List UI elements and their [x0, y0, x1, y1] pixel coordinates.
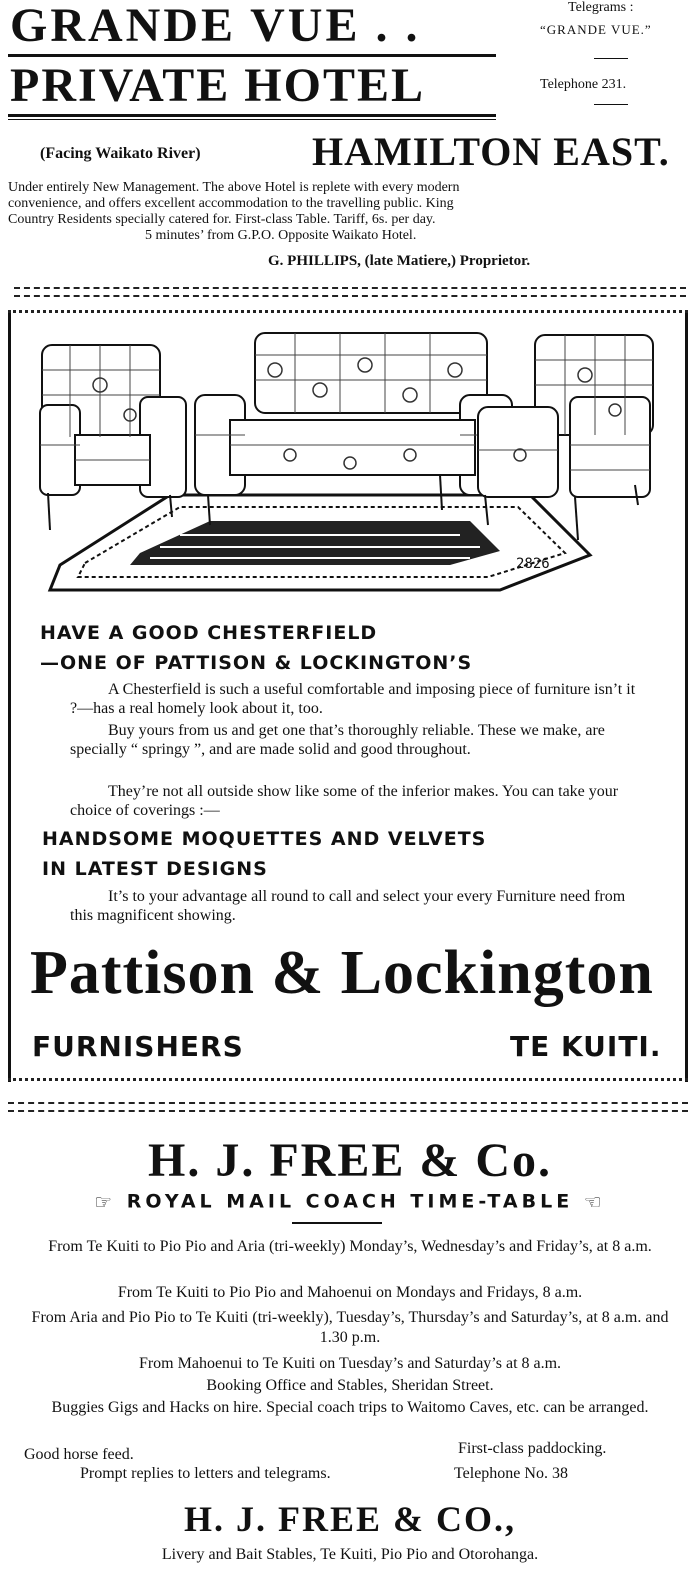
catalog-number: 2826: [516, 556, 550, 572]
schedule-line: From Te Kuiti to Pio Pio and Mahoenui on Mondays and Fridays, 8 a.m.: [117, 1284, 583, 1301]
ad-paragraph: It’s to your advantage all round to call and select your every Furniture need from this magnificent showing.: [70, 888, 626, 924]
ad-paragraph: They’re not all outside show like some of the inferior makes. You can take your choice of coverings :—: [70, 783, 619, 819]
title-divider: [8, 119, 496, 120]
description-line: convenience, and offers excellent accommodation to the travelling public. King: [8, 196, 454, 211]
hire-notice: Buggies Gigs and Hacks on hire. Special coach trips to Waitomo Caves, etc. can be arranged.: [51, 1399, 649, 1416]
short-divider: [594, 104, 628, 105]
description-line: 5 minutes’ from G.P.O. Opposite Waikato Hotel.: [145, 228, 417, 243]
ad-paragraph: Buy yours from us and get one that’s thoroughly reliable. These we make, are specially “ springy ”, and are made solid and good throughout.: [70, 722, 605, 758]
section-divider: [8, 1102, 688, 1112]
coach-telephone: Telephone No. 38: [454, 1465, 568, 1482]
stables-locations: Livery and Bait Stables, Te Kuiti, Pio Pio and Otorohanga.: [161, 1546, 539, 1563]
short-divider: [594, 58, 628, 59]
schedule-line: From Aria and Pio Pio to Te Kuiti (tri-weekly), Tuesday’s, Thursday’s and Saturday’s, at 8 a.m. and 1.30 p.m.: [31, 1309, 669, 1346]
pointing-hand-icon: ☜: [583, 1190, 606, 1214]
hotel-telephone: Telephone 231.: [540, 77, 627, 92]
title-divider: [8, 54, 496, 57]
frame-top-border: [8, 310, 688, 313]
furniture-headline: HAVE A GOOD CHESTERFIELD: [40, 622, 378, 644]
prompt-replies-note: Prompt replies to letters and telegrams.: [80, 1465, 331, 1482]
timetable-title: [0, 1190, 700, 1214]
hotel-name-line-1: GRANDE VUE . .: [10, 0, 421, 52]
paddocking-note: First-class paddocking.: [458, 1440, 607, 1457]
section-divider: [14, 287, 686, 297]
coach-company-footer-title: H. J. FREE & CO.,: [183, 1499, 516, 1539]
telegrams-label: Telegrams :: [568, 0, 634, 15]
telegrams-address: “GRANDE VUE.”: [540, 22, 652, 37]
hotel-description: [8, 180, 690, 244]
coach-company-title: H. J. FREE & Co.: [148, 1134, 552, 1187]
schedule-line: From Mahoenui to Te Kuiti on Tuesday’s and Saturday’s at 8 a.m.: [138, 1355, 562, 1372]
timetable-title-text: ROYAL MAIL COACH TIME-TABLE: [126, 1190, 574, 1213]
hotel-name-line-2: PRIVATE HOTEL: [10, 59, 425, 112]
booking-office: Booking Office and Stables, Sheridan Street.: [206, 1377, 494, 1394]
schedule-line: From Te Kuiti to Pio Pio and Aria (tri-weekly) Monday’s, Wednesday’s and Friday’s, at 8 a.m.: [48, 1238, 652, 1255]
title-divider: [8, 114, 496, 117]
description-line: Under entirely New Management. The above Hotel is replete with every modern: [8, 180, 460, 195]
furniture-headline: HANDSOME MOQUETTES AND VELVETS: [42, 828, 487, 850]
description-line: Country Residents specially catered for. First-class Table. Tariff, 6s. per day.: [8, 212, 436, 227]
hotel-proprietor: G. PHILLIPS, (late Matiere,) Proprietor.: [268, 253, 531, 269]
frame-bottom-border: [8, 1078, 688, 1081]
brand-name: Pattison & Lockington: [30, 939, 654, 1007]
shop-location: TE KUITI.: [510, 1030, 662, 1063]
horse-feed-note: Good horse feed.: [24, 1446, 134, 1463]
pointing-hand-icon: ☞: [94, 1190, 117, 1214]
trade-label: FURNISHERS: [32, 1030, 244, 1063]
hotel-town: HAMILTON EAST.: [312, 129, 670, 174]
ad-paragraph: A Chesterfield is such a useful comfortable and imposing piece of furniture isn’t it ?—has a real homely look about it, too.: [70, 681, 636, 717]
chesterfield-suite-illustration: [30, 325, 660, 605]
short-divider: [292, 1222, 382, 1224]
furniture-headline: —ONE OF PATTISON & LOCKINGTON’S: [40, 652, 473, 674]
hotel-location-note: (Facing Waikato River): [40, 145, 201, 162]
furniture-headline: IN LATEST DESIGNS: [42, 858, 268, 880]
